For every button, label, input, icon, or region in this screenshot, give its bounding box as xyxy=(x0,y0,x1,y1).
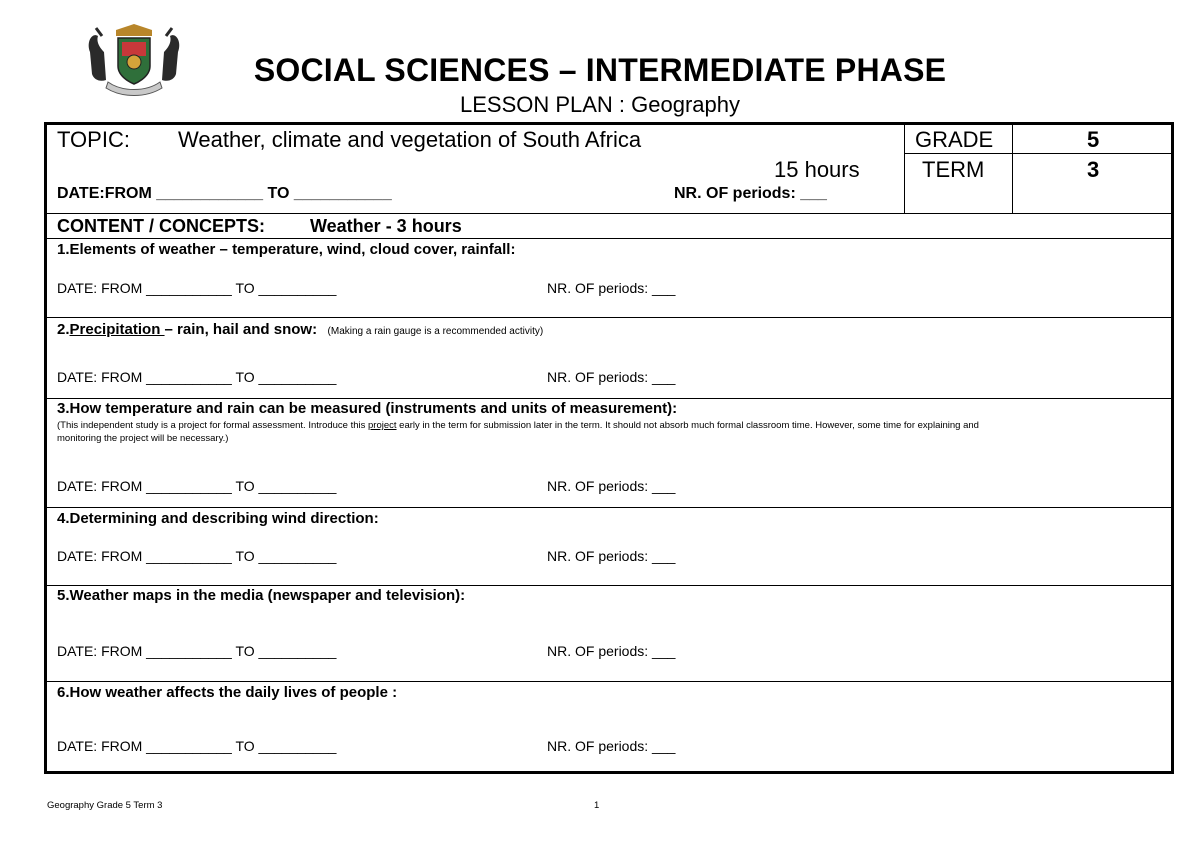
divider xyxy=(47,398,1174,399)
section-1-periods: NR. OF periods: ___ xyxy=(547,280,676,296)
divider xyxy=(47,681,1174,682)
divider xyxy=(47,585,1174,586)
term-label: TERM xyxy=(922,157,985,182)
section-1-title: 1.Elements of weather – temperature, wind, cloud cover, rainfall: xyxy=(57,241,516,258)
section-4-title: 4.Determining and describing wind direction: xyxy=(57,510,379,527)
section-5-periods: NR. OF periods: ___ xyxy=(547,643,676,659)
section-2-title xyxy=(57,321,543,339)
topic-label: TOPIC: xyxy=(57,127,130,152)
topic-date-line: DATE:FROM ____________ TO ___________ xyxy=(57,185,392,202)
section-6-title: 6.How weather affects the daily lives of people : xyxy=(57,684,398,701)
section-2-prefix: 2. xyxy=(57,321,70,338)
section-3-note-line-1 xyxy=(57,419,979,432)
divider xyxy=(904,125,905,213)
section-6-date: DATE: FROM ___________ TO __________ xyxy=(57,738,337,754)
divider xyxy=(1012,125,1013,213)
term-value: 3 xyxy=(1087,157,1100,182)
section-3-date: DATE: FROM ___________ TO __________ xyxy=(57,478,337,494)
section-4-periods: NR. OF periods: ___ xyxy=(547,548,676,564)
lesson-plan-table xyxy=(44,122,1174,774)
section-6-periods: NR. OF periods: ___ xyxy=(547,738,676,754)
topic-hours: 15 hours xyxy=(774,157,860,182)
section-2-date: DATE: FROM ___________ TO __________ xyxy=(57,369,337,385)
section-2-note: (Making a rain gauge is a recommended activity) xyxy=(327,326,544,337)
divider xyxy=(47,317,1174,318)
section-2-rest: – rain, hail and snow: xyxy=(164,321,318,338)
divider xyxy=(904,153,1174,154)
grade-value: 5 xyxy=(1087,127,1100,152)
document-title: SOCIAL SCIENCES – INTERMEDIATE PHASE xyxy=(253,52,947,88)
page-number: 1 xyxy=(594,800,600,811)
divider xyxy=(47,213,1174,214)
section-3-note-a: (This independent study is a project for formal assessment. Introduce this xyxy=(57,420,369,431)
topic-value: Weather, climate and vegetation of South Africa xyxy=(178,127,642,152)
section-4-date: DATE: FROM ___________ TO __________ xyxy=(57,548,337,564)
divider xyxy=(47,238,1174,239)
project-link[interactable]: project xyxy=(368,420,397,431)
section-5-title: 5.Weather maps in the media (newspaper and television): xyxy=(57,587,466,604)
footer-caption: Geography Grade 5 Term 3 xyxy=(47,800,163,811)
section-3-title: 3.How temperature and rain can be measured (instruments and units of measurement): xyxy=(57,400,678,417)
section-5-date: DATE: FROM ___________ TO __________ xyxy=(57,643,337,659)
section-1-date: DATE: FROM ___________ TO __________ xyxy=(57,280,337,296)
section-3-note-b: early in the term for submission later in the term. It should not absorb much formal classroom time. However, some time for explaining and xyxy=(396,420,979,431)
topic-periods: NR. OF periods: ___ xyxy=(674,185,827,202)
content-value: Weather - 3 hours xyxy=(310,216,462,236)
content-label: CONTENT / CONCEPTS: xyxy=(57,216,266,236)
document-subtitle: LESSON PLAN : Geography xyxy=(459,92,741,117)
divider xyxy=(47,507,1174,508)
precipitation-link[interactable]: Precipitation xyxy=(69,321,165,338)
section-3-note-line-2: monitoring the project will be necessary.) xyxy=(57,433,229,444)
grade-label: GRADE xyxy=(915,127,994,152)
section-2-periods: NR. OF periods: ___ xyxy=(547,369,676,385)
section-3-periods: NR. OF periods: ___ xyxy=(547,478,676,494)
